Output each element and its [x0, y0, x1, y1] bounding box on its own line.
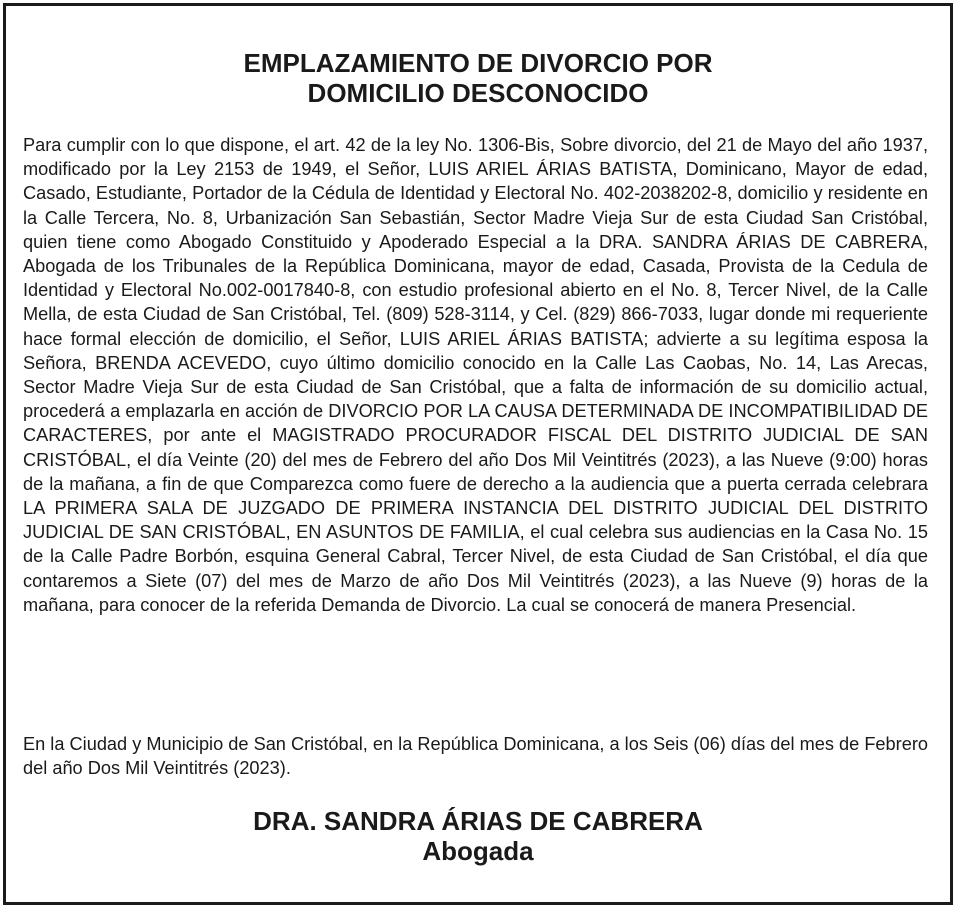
- signature-block: [6, 806, 950, 866]
- notice-body-paragraph: Para cumplir con lo que dispone, el art. 42 de la ley No. 1306-Bis, Sobre divorcio, del 21 de Mayo del año 1937, modificado por la Ley 2153 de 1949, el Señor, LUIS ARIEL ÁRIAS BATISTA, Dominicano, Mayor de edad, Casado, Estudiante, Portador de la Cédula de Identidad y Electoral No. 402-2038202-8, domicilio y residente en la Calle Tercera, No. 8, Urbanización San Sebastián, Sector Madre Vieja Sur de esta Ciudad San Cristóbal, quien tiene como Abogado Constituido y Apoderado Especial a la DRA. SANDRA ÁRIAS DE CABRERA, Abogada de los Tribunales de la República Dominicana, mayor de edad, Casada, Provista de la Cedula de Identidad y Electoral No.002-0017840-8, con estudio profesional abierto en el No. 8, Tercer Nivel, de la Calle Mella, de esta Ciudad de San Cristóbal, Tel. (809) 528-3114, y Cel. (829) 866-7033, lugar donde mi requeriente hace formal elección de domicilio, el Señor, LUIS ARIEL ÁRIAS BATISTA; advierte a su legítima esposa la Señora, BRENDA ACEVEDO, cuyo último domicilio conocido en la Calle Las Caobas, No. 14, Las Arecas, Sector Madre Vieja Sur de esta Ciudad de San Cristóbal, que a falta de información de su domicilio actual, procederá a emplazarla en acción de DIVORCIO POR LA CAUSA DETERMINADA DE INCOMPATIBILIDAD DE CARACTERES, por ante el MAGISTRADO PROCURADOR FISCAL DEL DISTRITO JUDICIAL DE SAN CRISTÓBAL, el día Veinte (20) del mes de Febrero del año Dos Mil Veintitrés (2023), a las Nueve (9:00) horas de la mañana, a fin de que Comparezca como fuere de derecho a la audiencia que a puerta cerrada celebrara LA PRIMERA SALA DE JUZGADO DE PRIMERA INSTANCIA DEL DISTRITO JUDICIAL DEL DISTRITO JUDICIAL DE SAN CRISTÓBAL, EN ASUNTOS DE FAMILIA, el cual celebra sus audiencias en la Casa No. 15 de la Calle Padre Borbón, esquina General Cabral, Tercer Nivel, de esta Ciudad de San Cristóbal, el día que contaremos a Siete (07) del mes de Marzo de año Dos Mil Veintitrés (2023), a las Nueve (9) horas de la mañana, para conocer de la referida Demanda de Divorcio. La cual se conocerá de manera Presencial.: [23, 135, 928, 615]
- notice-title: [6, 48, 950, 108]
- notice-date-paragraph: En la Ciudad y Municipio de San Cristóbal, en la República Dominicana, a los Seis (06) días del mes de Febrero del año Dos Mil Veintitrés (2023).: [23, 734, 928, 779]
- legal-notice: [3, 3, 953, 905]
- title-line-2: DOMICILIO DESCONOCIDO: [307, 78, 649, 108]
- title-line-1: EMPLAZAMIENTO DE DIVORCIO POR: [243, 48, 713, 78]
- signature-name: DRA. SANDRA ÁRIAS DE CABRERA: [253, 806, 703, 836]
- signature-role: Abogada: [422, 836, 534, 866]
